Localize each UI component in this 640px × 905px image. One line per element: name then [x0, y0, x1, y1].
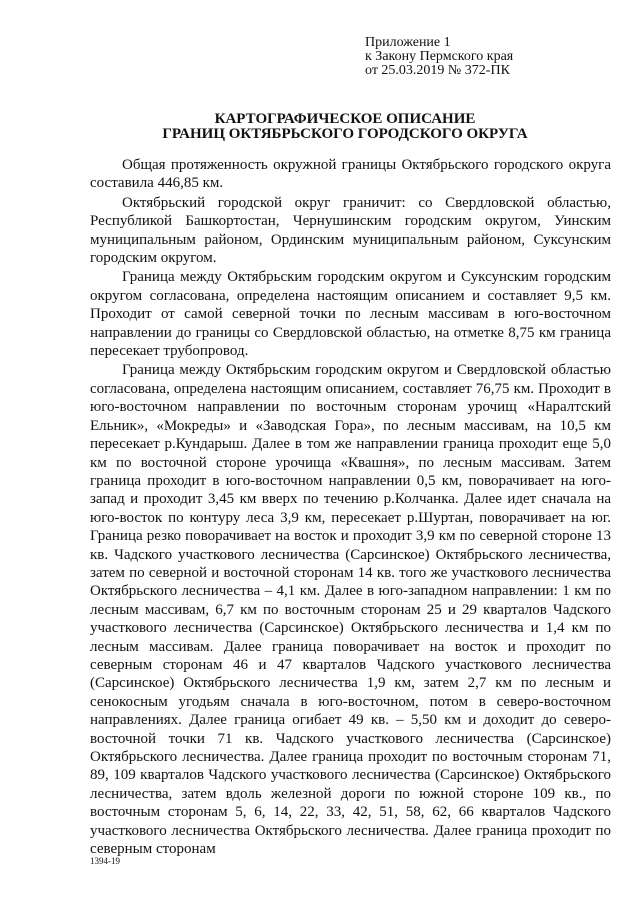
title-line: КАРТОГРАФИЧЕСКОЕ ОПИСАНИЕ — [214, 111, 476, 127]
appendix-header — [365, 36, 513, 78]
paragraph: Октябрьский городской округ граничит: со Свердловской областью, Республикой Башкортостан, Чернушинским городским округом, Уинским муниципальным районом, Ординским муниципальным районом, Суксунским городским округом. — [90, 194, 611, 267]
appendix-line: от 25.03.2019 № 372-ПК — [365, 63, 510, 78]
paragraph: Граница между Октябрьским городским округом и Свердловской областью согласована, определена настоящим описанием, составляет 76,75 км. Проходит в юго-восточном направлении по восточным сторонам урочищ «Наралтский Ельник», «Мокреды» и «Заводская Гора», по лесным массивам, на 10,5 км пересекает р.Кундарыш. Далее в том же направлении граница проходит еще 5,0 км по восточной стороне урочища «Квашня», по лесным массивам. Затем граница проходит в юго-восточном направлении 0,5 км, поворачивает на юго-запад и проходит 3,45 км вверх по течению р.Колчанка. Далее идет сначала на юго-восток по контуру леса 3,9 км, пересекает р.Шуртан, поворачивает на юг. Граница резко поворачивает на восток и проходит 3,9 км по северной стороне 13 кв. Чадского участкового лесничества (Сарсинское) Октябрьского лесничества, затем по северной и восточной сторонам 14 кв. того же участкового лесничества Октябрьского лесничества – 4,1 км. Далее в юго-западном направлении: 1 км по лесным массивам, 6,7 км по восточным сторонам 25 и 29 кварталов Чадского участкового лесничества (Сарсинское) Октябрьского лесничества и 1,4 км по лесным массивам. Далее граница поворачивает на восток и проходит по северным сторонам 46 и 47 кварталов Чадского участкового лесничества (Сарсинское) Октябрьского лесничества 1,9 км, затем 2,7 км по лесным и сенокосным угодьям сначала в юго-восточном, потом в северо-восточном направлениях. Далее граница огибает 49 кв. – 5,50 км и доходит до северо-восточной точки 71 кв. Чадского участкового лесничества (Сарсинское) Октябрьского лесничества. Далее граница проходит по восточным сторонам 71, 89, 109 кварталов Чадского участкового лесничества (Сарсинское) Октябрьского лесничества, затем вдоль железной дороги по южной стороне 109 кв., по восточным сторонам 5, 6, 14, 22, 33, 42, 51, 58, 62, 66 кварталов Чадского участкового лесничества Октябрьского лесничества. Далее граница проходит по северным сторонам — [90, 362, 611, 858]
paragraph: Граница между Октябрьским городским округом и Суксунским городским округом согласована, определена настоящим описанием и составляет 9,5 км. Проходит от самой северной точки по лесным массивам в юго-восточном направлении до границы со Свердловской областью, на отметке 8,75 км граница пересекает трубопровод. — [90, 269, 611, 360]
appendix-line: к Закону Пермского края — [365, 49, 514, 64]
document-body — [90, 156, 611, 858]
appendix-line: Приложение 1 — [365, 35, 451, 50]
footer-code: 1394-19 — [90, 856, 120, 866]
paragraph: Общая протяженность окружной границы Октябрьского городского округа составила 446,85 км. — [90, 157, 611, 192]
document-title — [60, 112, 630, 142]
title-line: ГРАНИЦ ОКТЯБРЬСКОГО ГОРОДСКОГО ОКРУГА — [162, 126, 528, 142]
